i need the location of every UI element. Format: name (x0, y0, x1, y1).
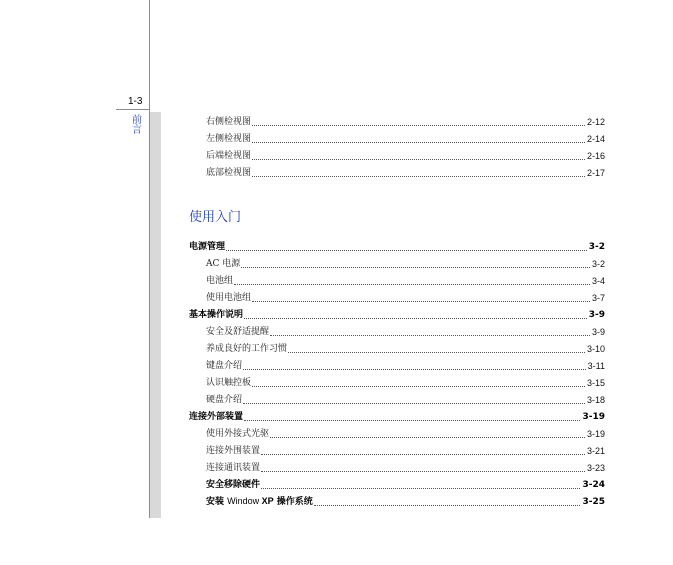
toc-entry-label: 安全移除硬件 (206, 480, 261, 490)
toc-entry-level1[interactable] (189, 409, 605, 423)
toc-entry[interactable] (206, 148, 605, 162)
toc-entry-page: 3-23 (586, 463, 605, 473)
toc-leader-dots (261, 470, 585, 472)
toc-entry[interactable] (206, 324, 605, 338)
toc-leader-dots (252, 175, 585, 177)
margin-rule-vertical (149, 0, 150, 518)
chapter-tab-label: 前言 (132, 115, 142, 136)
toc-entry-page: 3-9 (591, 327, 605, 337)
toc-label-part: XP (261, 496, 274, 506)
toc-entry-label: 使用电池组 (206, 293, 252, 303)
toc-entry-level1[interactable] (189, 307, 605, 321)
toc-entry[interactable] (206, 460, 605, 474)
toc-entry-page: 3-11 (587, 361, 605, 371)
toc-entry-label: 基本操作说明 (189, 310, 244, 320)
toc-entry-label: 电池组 (206, 276, 234, 286)
toc-entry[interactable] (206, 114, 605, 128)
toc-entry[interactable] (206, 477, 605, 491)
toc-label-part: 操作系统 (273, 497, 313, 507)
toc-leader-dots (243, 402, 585, 404)
toc-entry-label: 键盘介绍 (206, 361, 243, 371)
toc-entry-page: 2-16 (586, 151, 605, 161)
toc-entry-page: 3-2 (588, 242, 605, 252)
toc-leader-dots (270, 334, 590, 336)
toc-leader-dots (270, 436, 585, 438)
toc-entry[interactable] (206, 392, 605, 406)
toc-leader-dots (288, 351, 585, 353)
toc-entry[interactable] (206, 358, 605, 372)
toc-entry-label: 连接外围装置 (206, 446, 261, 456)
toc-entry-page: 3-25 (582, 497, 605, 507)
toc-entry-page: 3-2 (591, 259, 605, 269)
toc-entry[interactable] (206, 290, 605, 304)
toc-entry-page: 3-9 (588, 310, 605, 320)
toc-leader-dots (226, 249, 587, 251)
toc-leader-dots (244, 419, 580, 421)
toc-leader-dots (252, 385, 585, 387)
toc-entry-label: 硬盘介绍 (206, 395, 243, 405)
toc-entry[interactable] (206, 341, 605, 355)
toc-entry-label: 连接通讯装置 (206, 463, 261, 473)
toc-entry-page: 2-14 (586, 134, 605, 144)
toc-entry[interactable] (206, 273, 605, 287)
toc-entry[interactable] (206, 426, 605, 440)
toc-entry-label: 安全及舒适提醒 (206, 327, 270, 337)
toc-entry-label: AC 电源 (206, 259, 241, 269)
toc-leader-dots (261, 453, 585, 455)
toc-leader-dots (252, 158, 585, 160)
toc-entry-page: 3-21 (586, 446, 605, 456)
toc-entry[interactable] (206, 443, 605, 457)
toc-leader-dots (252, 124, 585, 126)
toc-entry-page: 3-10 (586, 344, 605, 354)
toc-leader-dots (314, 504, 581, 506)
toc-entry-page: 3-7 (591, 293, 605, 303)
toc-entry-label: 右侧检视图 (206, 117, 252, 127)
toc-entry-label: 认识触控板 (206, 378, 252, 388)
toc-entry-page: 3-24 (582, 480, 605, 490)
toc-entry-label: 电源管理 (189, 242, 226, 252)
toc-entry-label: 后端检视图 (206, 151, 252, 161)
toc-entry-label (206, 496, 313, 508)
toc-entry-label: 底部检视图 (206, 168, 252, 178)
toc-entry-page: 3-15 (586, 378, 605, 388)
toc-leader-dots (252, 141, 585, 143)
toc-leader-dots (252, 300, 590, 302)
toc-leader-dots (261, 487, 580, 489)
page-number: 1-3 (128, 96, 143, 107)
toc-entry-page: 2-17 (586, 168, 605, 178)
toc-leader-dots (244, 317, 587, 319)
toc-entry-page: 3-18 (586, 395, 605, 405)
toc-label-part: Window (227, 496, 262, 506)
toc-entry[interactable] (206, 256, 605, 270)
toc-label-part: 安装 (206, 497, 228, 507)
toc-leader-dots (241, 266, 590, 268)
toc-entry-label: 左侧检视图 (206, 134, 252, 144)
toc-entry-page: 3-19 (586, 429, 605, 439)
toc-entry-level1[interactable] (189, 239, 605, 253)
toc-entry[interactable] (206, 494, 605, 508)
toc-entry-page: 3-19 (582, 412, 605, 422)
toc-leader-dots (234, 283, 590, 285)
toc-entry-page: 2-12 (586, 117, 605, 127)
section-heading: 使用入门 (189, 210, 242, 225)
toc-entry-label: 养成良好的工作习惯 (206, 344, 288, 354)
toc-entry[interactable] (206, 165, 605, 179)
toc-entry-label: 使用外接式光驱 (206, 429, 270, 439)
page-number-rule (116, 109, 149, 110)
toc-entry[interactable] (206, 375, 605, 389)
toc-leader-dots (243, 368, 586, 370)
toc-entry[interactable] (206, 131, 605, 145)
margin-band (149, 112, 161, 518)
toc-entry-page: 3-4 (591, 276, 605, 286)
toc-entry-label: 连接外部装置 (189, 412, 244, 422)
